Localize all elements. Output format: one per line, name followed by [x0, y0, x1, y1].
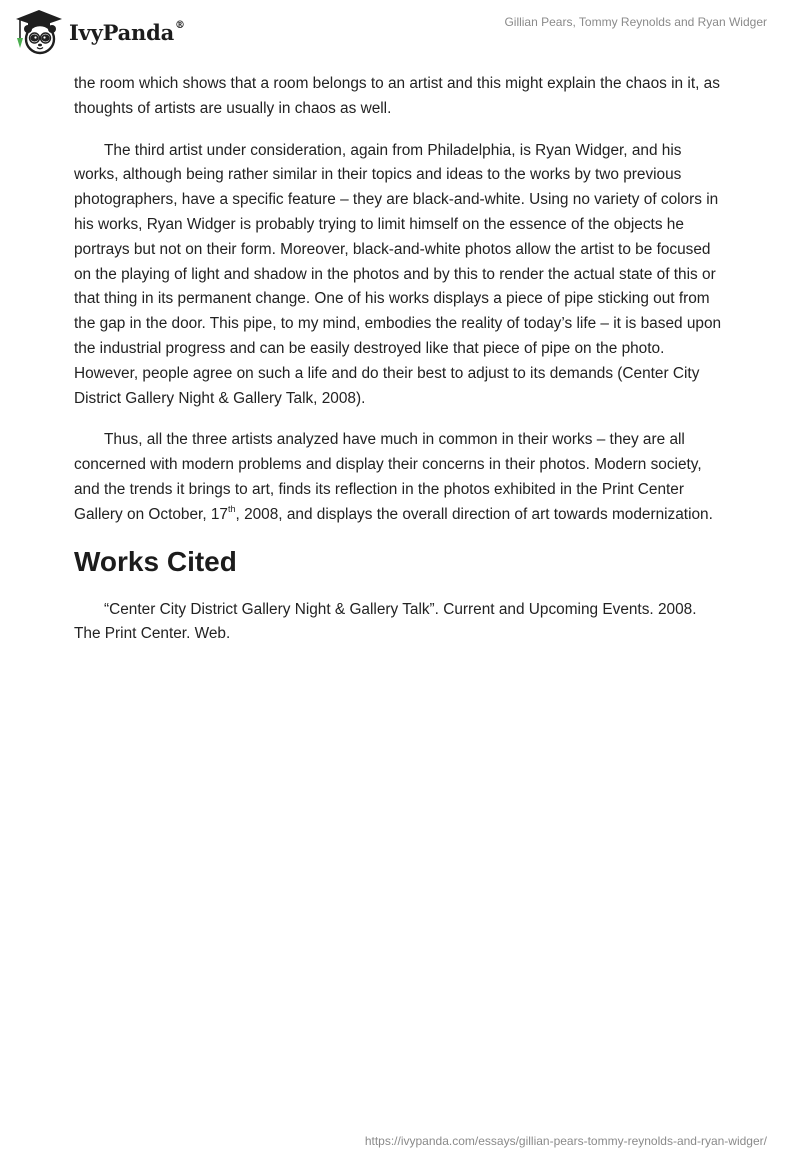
paragraph-continuation: the room which shows that a room belongs to an artist and this might explain the chaos in it, as thoughts of artists are usually in chaos as well. — [74, 75, 720, 117]
works-cited-heading: Works Cited — [74, 545, 237, 577]
source-url[interactable]: https://ivypanda.com/essays/gillian-pears-tommy-reynolds-and-ryan-widger/ — [364, 1134, 767, 1148]
page-header — [0, 0, 800, 66]
paragraph-conclusion: Thus, all the three artists analyzed have much in common in their works – they are all concerned with modern problems and display their concerns in their photos. Modern society, and the trends it brings to art, finds its reflection in the photos exhibited in the Print Center Gallery on October, 17th, 2008, and displays the overall direction of art towards modernization. — [74, 431, 713, 523]
citation-entry: “Center City District Gallery Night & Gallery Talk”. Current and Upcoming Events. 2008. The Print Center. Web. — [74, 600, 697, 643]
logo-wordmark: IvyPanda® — [69, 19, 185, 45]
ivypanda-logo[interactable] — [14, 8, 185, 56]
paragraph-ryan-widger: The third artist under consideration, again from Philadelphia, is Ryan Widger, and his works, although being rather similar in their topics and ideas to the works by two previous photographers, have a specific feature – they are black-and-white. Using no variety of colors in his works, Ryan Widger is probably trying to limit himself on the essence of the objects he portrays but not on their form. Moreover, black-and-white photos allow the artist to be focused on the playing of light and shadow in the photos and by this to render the actual state of this or that thing in its permanent change. One of his works displays a piece of pipe sticking out from the gap in the door. This pipe, to my mind, embodies the reality of today’s life – it is based upon the industrial progress and can be easily destroyed like that piece of pipe on the photo. However, people agree on such a life and do their best to adjust to its demands (Center City District Gallery Night & Gallery Talk, 2008). — [74, 141, 722, 407]
running-title: Gillian Pears, Tommy Reynolds and Ryan Widger — [504, 15, 767, 29]
essay-content — [74, 72, 726, 664]
panda-graduate-icon — [14, 8, 64, 56]
